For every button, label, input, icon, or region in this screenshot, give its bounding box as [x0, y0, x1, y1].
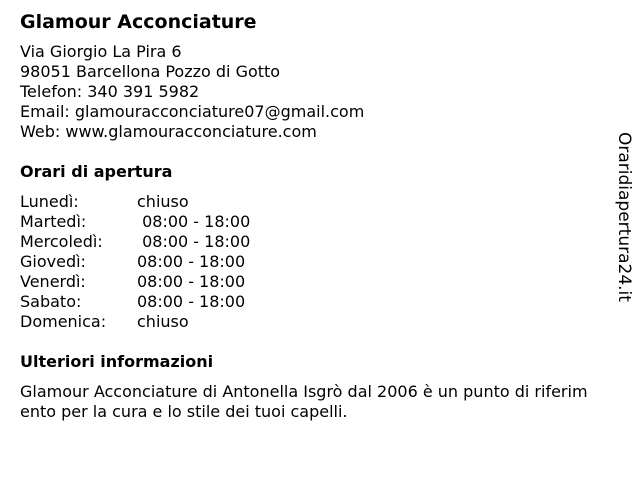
address-street: Via Giorgio La Pira 6	[20, 42, 182, 61]
opening-hours-table	[20, 192, 590, 332]
hours-row-sunday	[20, 312, 590, 332]
hours-time: 08:00 - 18:00	[137, 272, 246, 291]
hours-day: Lunedì:	[20, 192, 79, 211]
email-text: Email: glamouracconciature07@gmail.com	[20, 102, 365, 121]
hours-row-thursday	[20, 252, 590, 272]
business-card	[20, 10, 590, 422]
hours-time: 08:00 - 18:00	[137, 212, 251, 231]
business-name: Glamour Acconciature	[20, 11, 257, 33]
hours-day: Mercoledì:	[20, 232, 103, 251]
hours-time: chiuso	[137, 312, 189, 331]
info-description: Glamour Acconciature di Antonella Isgrò dal 2006 è un punto di riferimento per la cura e lo stile dei tuoi capelli.	[20, 382, 588, 421]
site-watermark: Oraridiapertura24.it	[614, 132, 634, 302]
hours-time: 08:00 - 18:00	[137, 232, 251, 251]
web-text: Web: www.glamouracconciature.com	[20, 122, 317, 141]
hours-row-wednesday	[20, 232, 590, 252]
hours-time: 08:00 - 18:00	[137, 292, 246, 311]
hours-row-saturday	[20, 292, 590, 312]
hours-day: Giovedì:	[20, 252, 86, 271]
phone-text: Telefon: 340 391 5982	[20, 82, 200, 101]
hours-heading: Orari di apertura	[20, 162, 173, 181]
hours-row-friday	[20, 272, 590, 292]
hours-row-tuesday	[20, 212, 590, 232]
hours-day: Domenica:	[20, 312, 107, 331]
hours-day: Sabato:	[20, 292, 82, 311]
info-heading: Ulteriori informazioni	[20, 352, 214, 371]
hours-row-monday	[20, 192, 590, 212]
hours-time: 08:00 - 18:00	[137, 252, 246, 271]
hours-day: Venerdì:	[20, 272, 86, 291]
hours-day: Martedì:	[20, 212, 87, 231]
hours-time: chiuso	[137, 192, 189, 211]
address-city: 98051 Barcellona Pozzo di Gotto	[20, 62, 281, 81]
